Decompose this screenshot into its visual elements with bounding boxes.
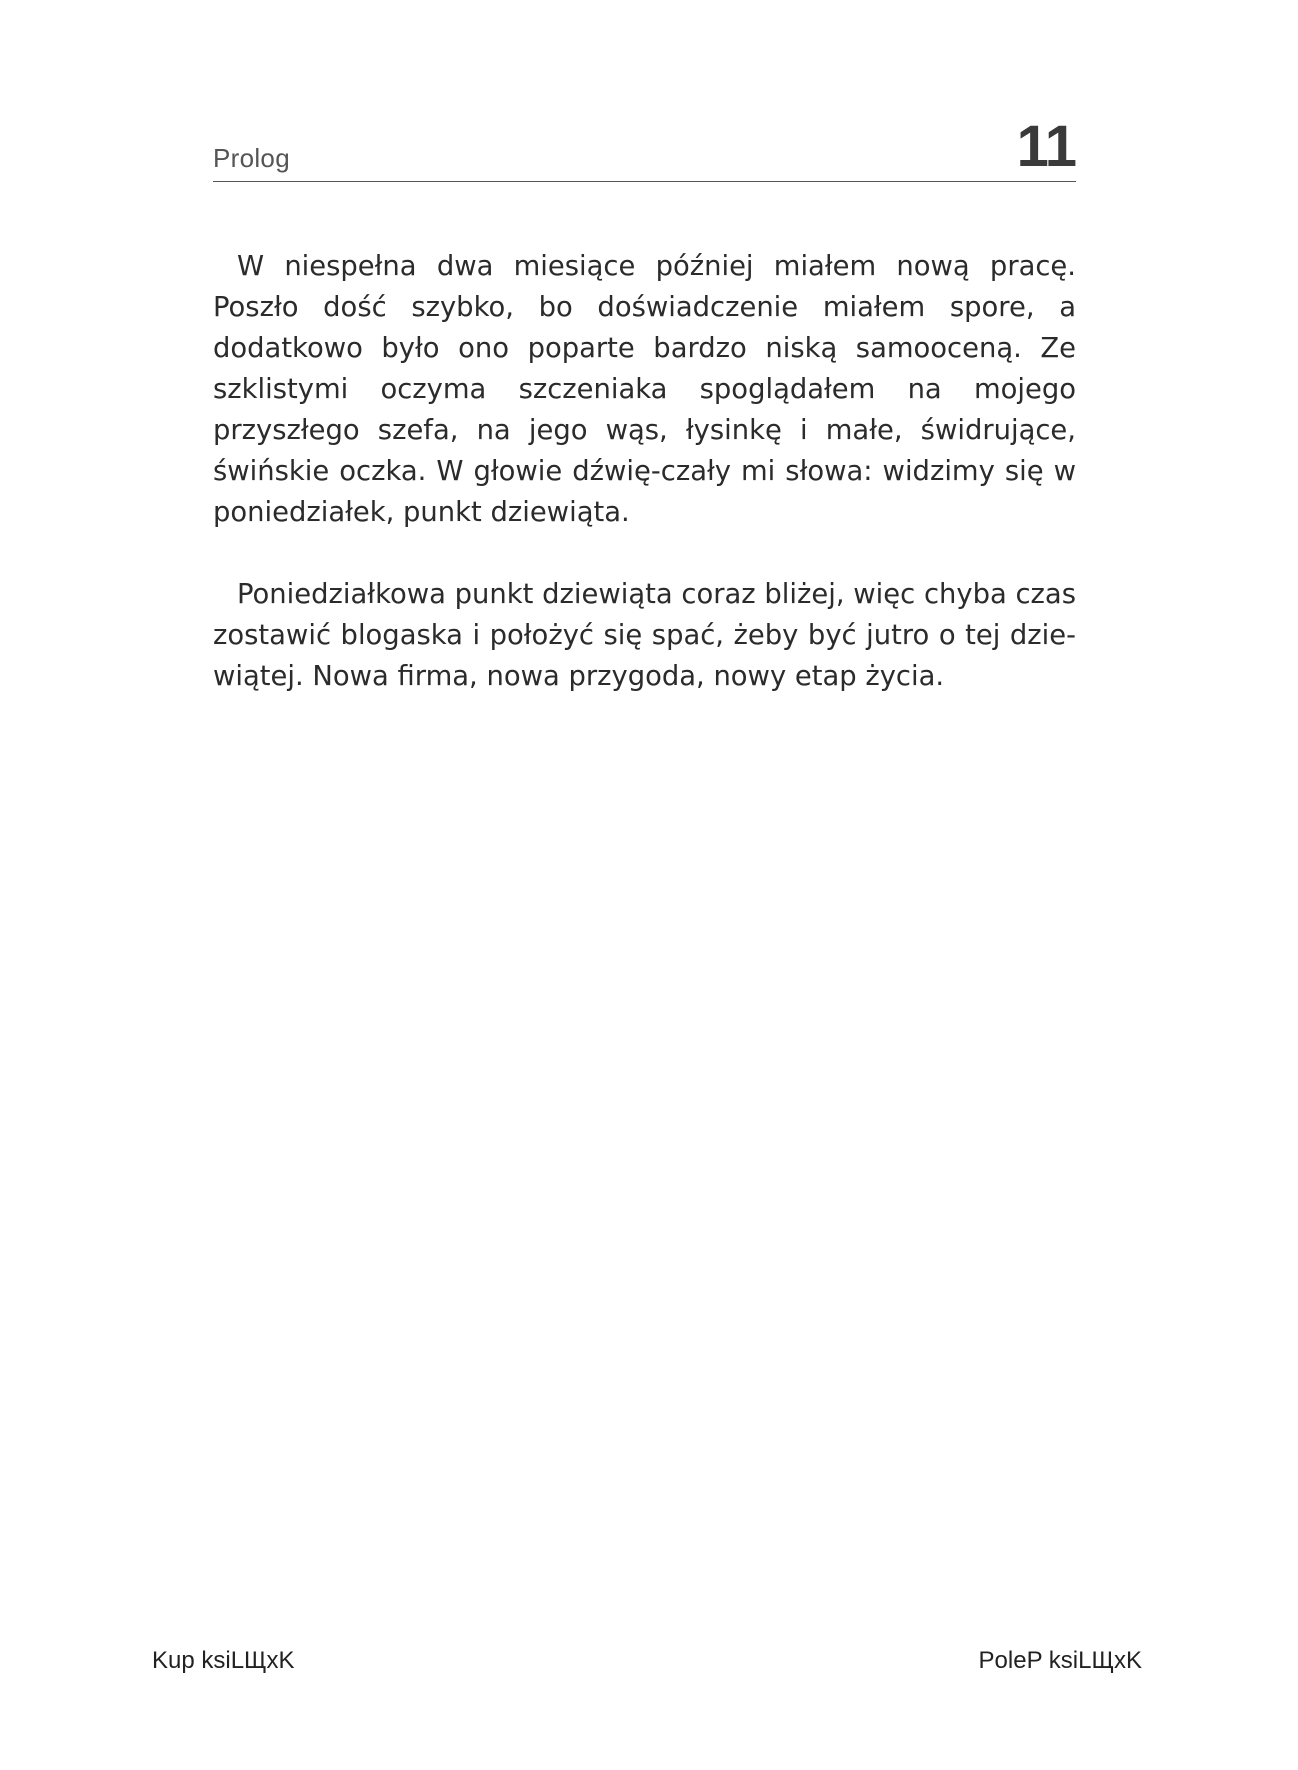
paragraph: W niespełna dwa miesiące później miałem nową pracę. Poszło dość szybko, bo doświadczenie miałem spore, a dodatkowo było ono poparte bardzo niską samooceną. Ze szklistymi oczyma szczeniaka spoglądałem na mojego przyszłego szefa, na jego wąs, łysinkę i małe, świdrujące, świńskie oczka. W głowie dźwię-czały mi słowa: widzimy się w poniedziałek, punkt dziewiąta. [213,251,1076,528]
body-text [213,246,1076,738]
section-title: Prolog [213,143,290,173]
page-header [213,100,1076,182]
recommend-book-link[interactable]: PoleP ksiLЩxK [978,1647,1142,1674]
paragraph: Poniedziałkowa punkt dziewiąta coraz bliżej, więc chyba czas zostawić blogaska i położyć się spać, żeby być jutro o tej dzie-wiątej. Nowa firma, nowa przygoda, nowy etap życia. [213,579,1076,692]
header-divider [213,181,1076,182]
buy-book-link[interactable]: Kup ksiLЩxK [152,1647,295,1674]
page-number: 11 [1016,114,1076,179]
